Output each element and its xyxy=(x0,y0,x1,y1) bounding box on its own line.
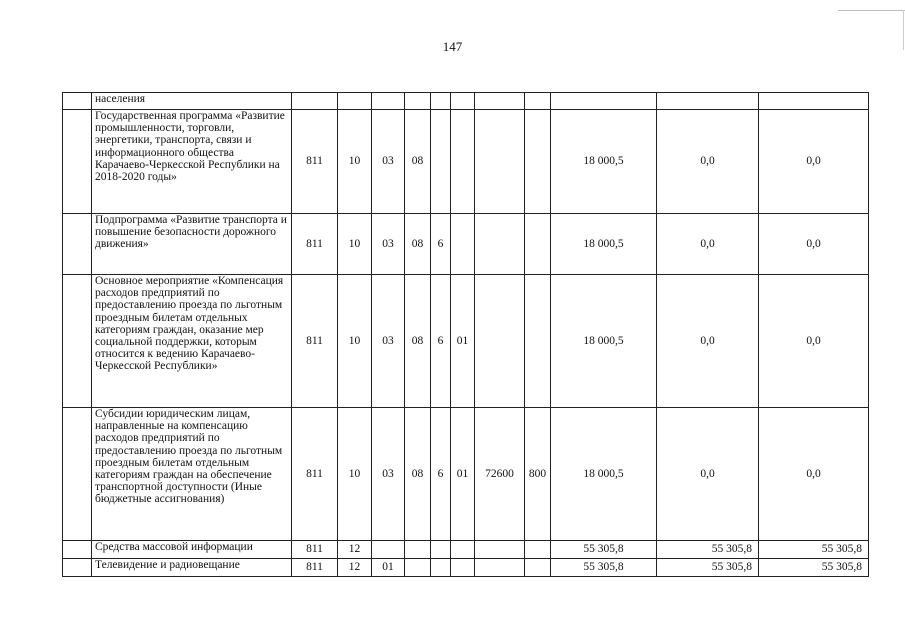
cell-index xyxy=(63,541,92,559)
cell-dir: 72600 xyxy=(475,408,525,541)
cell-dir xyxy=(475,110,525,214)
cell-sub: 6 xyxy=(431,214,451,275)
cell-name: Государственная программа «Развитие промышленности, торговли, энергетики, транспорта, связи и информационного общества Карачаево-Черкесской Республики на 2018-2020 годы» xyxy=(92,110,292,214)
cell-pr xyxy=(372,93,405,110)
cell-sub xyxy=(431,559,451,577)
cell-dir xyxy=(475,93,525,110)
cell-rz: 10 xyxy=(338,110,372,214)
cell-main xyxy=(451,110,475,214)
table-row xyxy=(63,408,869,541)
cell-main xyxy=(451,214,475,275)
table-row xyxy=(63,93,869,110)
table-row xyxy=(63,275,869,408)
cell-year1: 18 000,5 xyxy=(551,275,657,408)
cell-main xyxy=(451,541,475,559)
cell-year2: 0,0 xyxy=(657,408,759,541)
cell-year3: 0,0 xyxy=(759,408,869,541)
cell-dir xyxy=(475,541,525,559)
cell-rz: 12 xyxy=(338,559,372,577)
cell-ved: 811 xyxy=(292,214,338,275)
cell-rz: 10 xyxy=(338,408,372,541)
cell-prog xyxy=(405,559,431,577)
cell-pr: 03 xyxy=(372,214,405,275)
cell-main xyxy=(451,559,475,577)
cell-name: Средства массовой информации xyxy=(92,541,292,559)
cell-prog xyxy=(405,541,431,559)
cell-name: Телевидение и радиовещание xyxy=(92,559,292,577)
table-row xyxy=(63,110,869,214)
cell-prog: 08 xyxy=(405,408,431,541)
cell-pr xyxy=(372,541,405,559)
cell-year1 xyxy=(551,93,657,110)
cell-name: Субсидии юридическим лицам, направленные на компенсацию расходов предприятий по предоставлению проезда по льготным проездным билетам отдельным категориям граждан на обеспечение транспортной доступности (Иные бюджетные ассигнования) xyxy=(92,408,292,541)
cell-sub xyxy=(431,110,451,214)
cell-year1: 55 305,8 xyxy=(551,559,657,577)
table-row xyxy=(63,214,869,275)
cell-year2 xyxy=(657,93,759,110)
cell-year3: 0,0 xyxy=(759,275,869,408)
cell-rz: 12 xyxy=(338,541,372,559)
cell-year1: 18 000,5 xyxy=(551,214,657,275)
cell-index xyxy=(63,559,92,577)
budget-table xyxy=(62,92,869,577)
cell-vr xyxy=(525,541,551,559)
cell-year1: 18 000,5 xyxy=(551,408,657,541)
cell-prog: 08 xyxy=(405,275,431,408)
cell-prog xyxy=(405,93,431,110)
cell-main: 01 xyxy=(451,408,475,541)
cell-year2: 0,0 xyxy=(657,275,759,408)
cell-index xyxy=(63,93,92,110)
cell-name: Подпрограмма «Развитие транспорта и повышение безопасности дорожного движения» xyxy=(92,214,292,275)
cell-vr: 800 xyxy=(525,408,551,541)
cell-year3 xyxy=(759,93,869,110)
cell-year1: 55 305,8 xyxy=(551,541,657,559)
cell-pr: 03 xyxy=(372,110,405,214)
cell-sub xyxy=(431,541,451,559)
table-row xyxy=(63,541,869,559)
cell-year2: 55 305,8 xyxy=(657,559,759,577)
cell-index xyxy=(63,110,92,214)
cell-ved: 811 xyxy=(292,408,338,541)
cell-ved xyxy=(292,93,338,110)
cell-year3: 55 305,8 xyxy=(759,541,869,559)
scan-edge-line xyxy=(838,10,905,11)
cell-year2: 55 305,8 xyxy=(657,541,759,559)
cell-year3: 0,0 xyxy=(759,214,869,275)
table-row xyxy=(63,559,869,577)
cell-pr: 01 xyxy=(372,559,405,577)
cell-index xyxy=(63,275,92,408)
cell-name: населения xyxy=(92,93,292,110)
cell-rz xyxy=(338,93,372,110)
cell-dir xyxy=(475,275,525,408)
cell-rz: 10 xyxy=(338,214,372,275)
cell-year1: 18 000,5 xyxy=(551,110,657,214)
cell-ved: 811 xyxy=(292,110,338,214)
page-number: 147 xyxy=(442,39,463,54)
cell-rz: 10 xyxy=(338,275,372,408)
cell-index xyxy=(63,214,92,275)
cell-vr xyxy=(525,110,551,214)
cell-pr: 03 xyxy=(372,275,405,408)
cell-ved: 811 xyxy=(292,541,338,559)
cell-name: Основное мероприятие «Компенсация расходов предприятий по предоставлению проезда по льготным проездным билетам отдельных категориям граждан, оказание мер социальной поддержки, которым относится к ведению Карачаево-Черкесской Республики» xyxy=(92,275,292,408)
cell-main: 01 xyxy=(451,275,475,408)
cell-vr xyxy=(525,275,551,408)
cell-pr: 03 xyxy=(372,408,405,541)
cell-sub: 6 xyxy=(431,275,451,408)
cell-vr xyxy=(525,559,551,577)
cell-dir xyxy=(475,214,525,275)
cell-prog: 08 xyxy=(405,214,431,275)
cell-ved: 811 xyxy=(292,559,338,577)
cell-index xyxy=(63,408,92,541)
cell-prog: 08 xyxy=(405,110,431,214)
cell-year2: 0,0 xyxy=(657,214,759,275)
cell-vr xyxy=(525,214,551,275)
cell-main xyxy=(451,93,475,110)
cell-year3: 0,0 xyxy=(759,110,869,214)
cell-sub: 6 xyxy=(431,408,451,541)
cell-ved: 811 xyxy=(292,275,338,408)
cell-year3: 55 305,8 xyxy=(759,559,869,577)
cell-dir xyxy=(475,559,525,577)
cell-sub xyxy=(431,93,451,110)
cell-vr xyxy=(525,93,551,110)
cell-year2: 0,0 xyxy=(657,110,759,214)
